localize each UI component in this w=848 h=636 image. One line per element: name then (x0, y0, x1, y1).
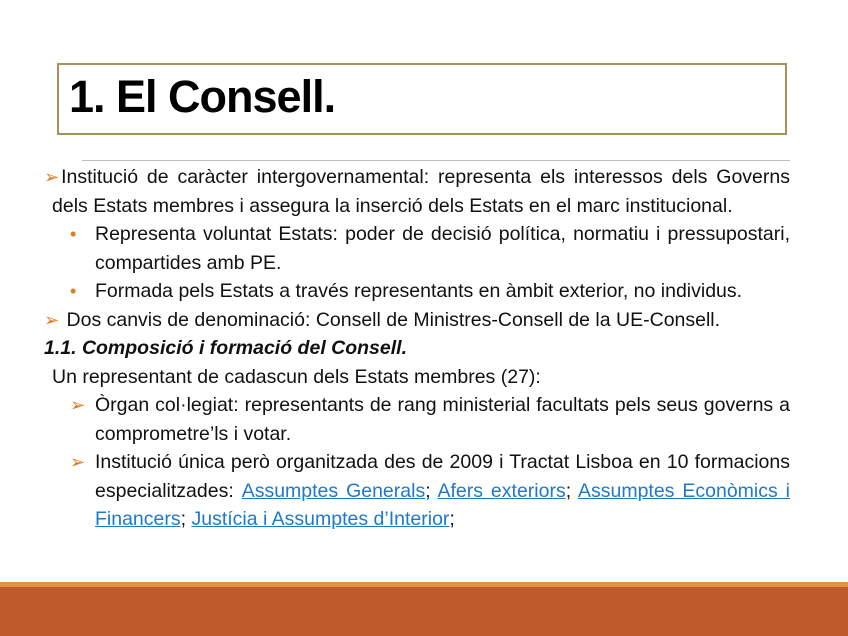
title-box (57, 63, 787, 135)
dot-bullet-icon: • (70, 224, 77, 244)
slide-content (44, 163, 790, 534)
sub-bullet-text: Institució única però organitzada des de 2009 i Tractat Lisboa en 10 formacions especialitzades: (95, 451, 790, 502)
link-justicia-interior[interactable]: Justícia i Assumptes d’Interior (191, 508, 450, 530)
page-title: 1. El Consell. (69, 71, 336, 122)
bullet-item (44, 220, 790, 277)
link-assumptes-generals[interactable]: Assumptes Generals (241, 479, 426, 502)
footer-bar (0, 587, 848, 636)
bullet-text: Representa voluntat Estats: poder de decisió política, normatiu i pressupostari, compartides amb PE. (95, 223, 790, 274)
link-assumptes-economics[interactable]: Assumptes Econòmics i Financers (95, 479, 790, 530)
dot-bullet-icon: • (70, 281, 77, 301)
separator: ; (180, 508, 187, 530)
link-afers-exteriors[interactable]: Afers exteriors (437, 479, 566, 502)
paragraph-text: Dos canvis de denominació: Consell de Ministres-Consell de la UE-Consell. (66, 308, 721, 331)
title-divider (82, 160, 790, 161)
arrow-bullet-icon: ➢ (44, 167, 60, 187)
paragraph-denomination (44, 306, 790, 335)
section-heading: 1.1. Composició i formació del Consell. (44, 337, 407, 359)
paragraph-institution (44, 163, 790, 220)
paragraph-text: Institució de caràcter intergovernamental: representa els interessos dels Governs dels Estats membres i assegura la inserció dels Estats en el marc institucional. (52, 166, 790, 217)
sub-bullet-text: Òrgan col·legiat: representants de rang ministerial facultats pels seus governs a comprometre’ls i votar. (95, 394, 790, 445)
bullet-item (44, 277, 790, 306)
bullet-text: Formada pels Estats a través representants en àmbit exterior, no individus. (95, 280, 743, 302)
arrow-bullet-icon: ➢ (70, 395, 86, 415)
sub-bullet-item (44, 391, 790, 448)
paragraph-representative: Un representant de cadascun dels Estats membres (27): (52, 365, 541, 388)
sub-bullet-item (44, 448, 790, 534)
separator: ; (565, 479, 572, 502)
arrow-bullet-icon: ➢ (70, 452, 86, 472)
separator: ; (449, 508, 455, 530)
arrow-bullet-icon: ➢ (44, 309, 60, 330)
separator: ; (425, 479, 431, 502)
